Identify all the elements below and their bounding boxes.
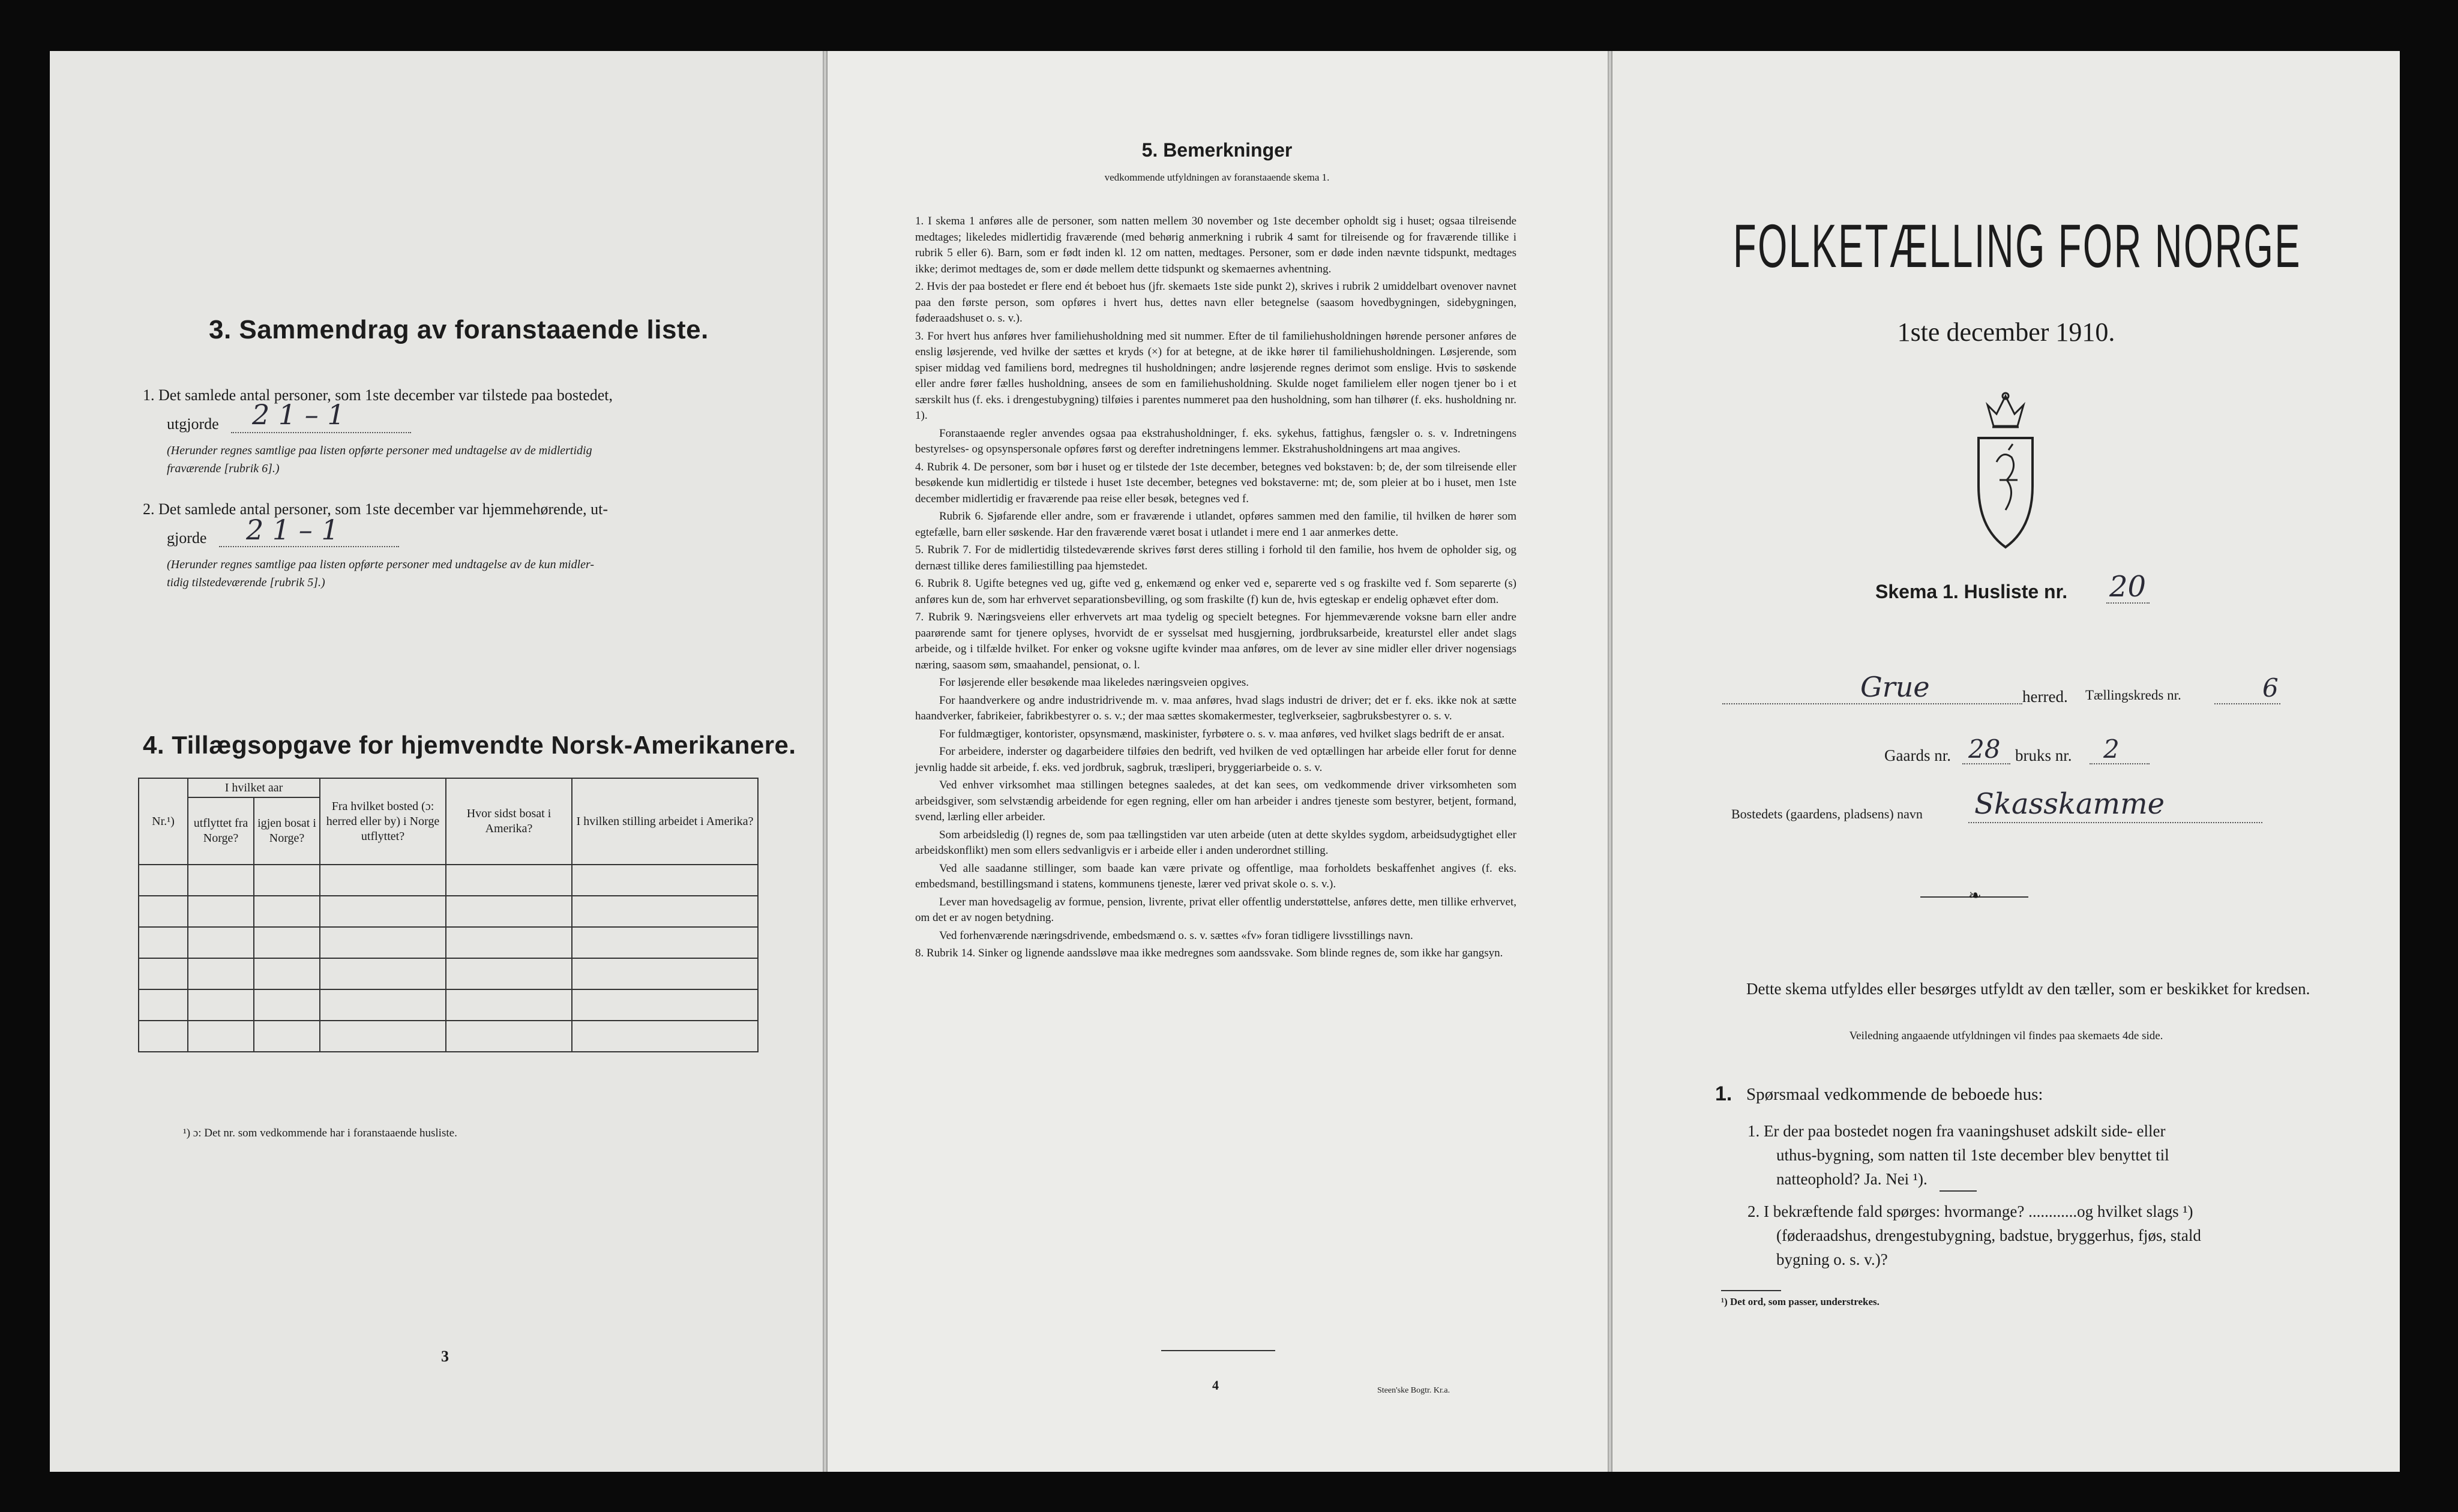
nei-underline [1940, 1190, 1977, 1192]
item1-note-line2: fraværende [rubrik 6].) [167, 462, 280, 475]
bemerkninger-subtitle: vedkommende utfyldningen av foranstaaende skema 1. [1104, 172, 1330, 183]
remark-paragraph: 8. Rubrik 14. Sinker og lignende aandssløve maa ikke medregnes som aandssvake. Som blinde regnes de, som ikke har gangsyn. [915, 947, 1503, 959]
q2-line2: (føderaadshus, drengestubygning, badstue, bryggerhus, fjøs, stald [1776, 1226, 2201, 1244]
bemerkninger-title: 5. Bemerkninger [1141, 139, 1293, 161]
item1-label: utgjorde [167, 415, 219, 433]
remark-paragraph: For arbeidere, inderster og dagarbeidere tilføies den bedrift, ved hvilken de ved optællingen har arbeide eller forut for denne jevnlig hadde sit arbeide, f. eks. ved jordbruk, sagbruk, træsliperi, bryggeriarbeide o. s. v. [915, 745, 1516, 774]
th-stilling: I hvilken stilling arbeidet i Amerika? [572, 778, 758, 865]
item1-note-line1: (Herunder regnes samtlige paa listen opførte personer med undtagelse av de midlertidig [167, 444, 592, 457]
bosted-dotline [1968, 822, 2262, 823]
coat-of-arms-icon [1970, 390, 2042, 552]
q2-line3: bygning o. s. v.)? [1776, 1250, 1888, 1268]
th-utflyttet: utflyttet fra Norge? [188, 797, 254, 865]
census-title: FOLKETÆLLING FOR NORGE [1733, 212, 2302, 280]
remark-paragraph: Ved enhver virksomhet maa stillingen betegnes saaledes, at det kan sees, om vedkommende driver virksomheten som arbeidsgiver, som selvstændig arbeidende for egen regning, eller om han arbeider i andres tjeneste som bestyrer, betjent, formand, svend, lærling eller arbeider. [915, 779, 1516, 823]
bosted-value: Skasskamme [1974, 787, 2165, 821]
page-fold-left [823, 51, 828, 1472]
item1-handwritten-value: 2 1 – 1 [252, 398, 345, 431]
ornament-icon: ❧ [1968, 887, 1982, 904]
census-date: 1ste december 1910. [1897, 317, 2115, 347]
remark-paragraph: For løsjerende eller besøkende maa likeledes næringsveien opgives. [939, 676, 1249, 689]
page-fold-right [1608, 51, 1612, 1472]
item2-handwritten-value: 2 1 – 1 [246, 514, 339, 546]
bruks-dotline [2090, 763, 2150, 764]
remark-paragraph: 2. Hvis der paa bostedet er flere end ét beboet hus (jfr. skemaets 1ste side punkt 2), skrives i rubrik 2 umiddelbart ovenover navnet paa den første person, som opføres i hvert hus, dettes navn eller betegnelse (saasom hovedbygningen, sidebygningen, føderaadshuset o. s. v.). [915, 280, 1516, 325]
q1-line3: natteophold? Ja. Nei ¹). [1776, 1170, 1928, 1188]
table-row [139, 865, 758, 896]
remark-paragraph: 3. For hvert hus anføres hver familiehusholdning med sit nummer. Efter de til familiehusholdningen hørende personer anføres de enslig løsjerende, ved hvilke der sættes et kryds (×) for at betegne, at de ikke hører til familiehusholdningen. Løsjerende, som spiser middag ved familiens bord, medregnes til husholdningen; andre løsjerende regnes derimot som enslige. Hvis to søskende eller andre fører fælles husholdning, ansees de som en familiehusholdning. Skulde noget familielem eller nogen tjener bo i et særskilt hus (f. eks. i drengestubygning) tilføies i parentes nummeret paa den husholdning, som han tilhører (f. eks. husholdning nr. 1). [915, 329, 1516, 422]
skema-label: Skema 1. Husliste nr. [1875, 581, 2068, 602]
item2-note-line1: (Herunder regnes samtlige paa listen opførte personer med undtagelse av de kun midler- [167, 558, 595, 571]
bruks-value: 2 [2103, 734, 2120, 764]
th-hvor-bosat: Hvor sidst bosat i Amerika? [446, 778, 572, 865]
kreds-label: Tællingskreds nr. [2085, 688, 2181, 703]
section4-title: 4. Tillægsopgave for hjemvendte Norsk-Amerikanere. [143, 731, 796, 759]
left-footnote: ¹) ɔ: Det nr. som vedkommende har i foranstaaende husliste. [183, 1127, 457, 1139]
remark-paragraph: Lever man hovedsagelig av formue, pension, livrente, privat eller offentlig understøttelse, anføres dette, men tillike erhvervet, om det er av nogen betydning. [915, 895, 1516, 924]
remark-paragraph: 7. Rubrik 9. Næringsveiens eller erhvervets art maa tydelig og specielt betegnes. For hjemmeværende voksne barn eller andre paarørende samt for tjenere oplyses, hvorvidt de er sysselsat med husgjerning, jordbruksarbeide, kreaturstel eller andet slags arbeide, og i tilfælde hvilket. For enker og voksne ugifte kvinder maa anføres, om de lever av sine midler eller driver nogensiags næring, saasom søm, smaahandel, pensionat, o. l. [915, 611, 1516, 671]
remark-paragraph: 5. Rubrik 7. For de midlertidig tilstedeværende skrives først deres stilling i forhold til den familie, hos hvem de opholder sig, og dernæst tillike deres familiestilling paa hjemstedet. [915, 544, 1516, 572]
remark-paragraph: 4. Rubrik 4. De personer, som bør i huset og er tilstede der 1ste december, betegnes ved bokstaven: b; de, der som tilreisende eller besøkende kun midlertidig er tilstede i huset 1ste december, betegnes ved bokstaverne: mt; de, som pleier at bo i huset, men 1ste december midlertidig er fraværende paa reise eller besøk, betegnes ved f. [915, 460, 1516, 505]
bemerkninger-text [915, 214, 1516, 964]
page-left [50, 51, 824, 1472]
remark-paragraph: Ved alle saadanne stillinger, som baade kan være private og offentlige, maa forholdets beskaffenhet angives (f. eks. embedsmand, bestillingsmand i statens, kommunens tjeneste, lærer ved privat skole o. s. v.). [915, 862, 1516, 890]
instruction-text: Dette skema utfyldes eller besørges utfyldt av den tæller, som er beskikket for kredsen. [1746, 980, 2310, 998]
husliste-nr-value: 20 [2109, 570, 2147, 604]
kreds-dotline [2214, 703, 2280, 704]
norsk-amerikanere-table [138, 778, 759, 1052]
th-group-aar: I hvilket aar [188, 778, 320, 797]
remark-paragraph: For haandverkere og andre industridrivende m. v. maa anføres, hvad slags industri de driver; det er f. eks. ikke nok at sætte haandverker, fabrikeier, fabrikbestyrer o. s. v.; der maa sættes skomakermester, teglverkseier, sagbruksbestyrer o. s. v. [915, 694, 1516, 722]
table-row [139, 989, 758, 1021]
table-row [139, 1021, 758, 1052]
gaards-label: Gaards nr. [1884, 746, 1951, 764]
herred-value: Grue [1860, 671, 1930, 703]
gaards-value: 28 [1968, 734, 2001, 764]
remark-paragraph: Som arbeidsledig (l) regnes de, som paa tællingstiden var uten arbeide (uten at dette skyldes sygdom, arbeidsudygtighet eller arbeidskonflikt) men som ellers sedvanligvis er i arbeide eller i anden underordnet stilling. [915, 828, 1516, 857]
q1-line2: uthus-bygning, som natten til 1ste december blev benyttet til [1776, 1146, 2169, 1164]
remark-paragraph: Foranstaaende regler anvendes ogsaa paa ekstrahusholdninger, f. eks. sykehus, fattighus, fængsler o. s. v. Indretningens bestyrelses- og opsynspersonale opføres først og derefter indretningens lemmer. Ekstrahusholdningens art maa angives. [915, 427, 1516, 455]
remark-paragraph: Rubrik 6. Sjøfarende eller andre, som er fraværende i utlandet, opføres sammen med den familie, til hvilken de hører som egtefælle, barn eller søskende. Har den fraværende været bosat i utlandet i mere end 1 aar anmerkes dette. [915, 510, 1516, 539]
printer-mark: Steen'ske Bogtr. Kr.a. [1377, 1386, 1450, 1395]
q-section-number: 1. [1715, 1082, 1732, 1105]
herred-dotline [1722, 703, 2022, 704]
middle-rule [1161, 1350, 1275, 1351]
remark-paragraph: 1. I skema 1 anføres alle de personer, som natten mellem 30 november og 1ste december opholdt sig i huset; ogsaa tilreisende medtages; likeledes midlertidig fraværende (med behørig anmerkning i rubrik 4 samt for tilreisende og for fraværende tillike i rubrik 5 eller 6). Barn, som er født inden kl. 12 om natten, medtages. Personer, som er døde inden nævnte tidspunkt, medtages ikke; derimot medtages de, som er døde mellem dette tidspunkt og skemaernes avhentning. [915, 215, 1516, 275]
q1-heading: Spørsmaal vedkommende de beboede hus: [1746, 1085, 2043, 1104]
bemerkninger-title-wrap [826, 139, 1608, 161]
table-row [139, 896, 758, 927]
section3-title: 3. Sammendrag av foranstaaende liste. [209, 315, 709, 344]
th-nr: Nr.¹) [139, 778, 188, 865]
remark-paragraph: Ved forhenværende næringsdrivende, embedsmænd o. s. v. sættes «fv» foran tidligere livsstillings navn. [939, 929, 1413, 942]
bosted-label: Bostedets (gaardens, pladsens) navn [1731, 806, 1923, 821]
table-row [139, 927, 758, 958]
right-footnote-rule [1721, 1290, 1781, 1291]
th-fra-bosted: Fra hvilket bosted (ɔ: herred eller by) i Norge utflyttet? [320, 778, 446, 865]
item2-label: gjorde [167, 529, 207, 547]
table-row [139, 958, 758, 989]
item1-line1: 1. Det samlede antal personer, som 1ste december var tilstede paa bostedet, [143, 386, 613, 404]
left-page-number: 3 [441, 1348, 449, 1365]
remark-paragraph: 6. Rubrik 8. Ugifte betegnes ved ug, gifte ved g, enkemænd og enker ved e, separerte ved s og fraskilte ved f. Som separerte (s) anføres kun de, som har erhvervet separationsbevilling, og som fraskilte (f) kun de, hvis egteskap er endelig ophævet efter dom. [915, 577, 1516, 606]
herred-label: herred. [2022, 688, 2068, 706]
kreds-value: 6 [2262, 673, 2279, 703]
bruks-label: bruks nr. [2015, 746, 2072, 764]
item2-note-line2: tidig tilstedeværende [rubrik 5].) [167, 576, 325, 589]
q1-line1: 1. Er der paa bostedet nogen fra vaaningshuset adskilt side- eller [1747, 1122, 2166, 1140]
instruction-note: Veiledning angaaende utfyldningen vil findes paa skemaets 4de side. [1849, 1030, 2163, 1042]
item1-dotline [231, 432, 411, 433]
th-igjen-bosat: igjen bosat i Norge? [254, 797, 320, 865]
item2-dotline [219, 546, 399, 547]
middle-page-number: 4 [1212, 1378, 1219, 1393]
right-footnote: ¹) Det ord, som passer, understrekes. [1721, 1296, 1880, 1307]
item2-line1: 2. Det samlede antal personer, som 1ste december var hjemmehørende, ut- [143, 500, 608, 518]
remark-paragraph: For fuldmægtiger, kontorister, opsynsmænd, maskinister, fyrbøtere o. s. v. maa anføres, ved hvilket slags bedrift de er ansat. [939, 727, 1505, 740]
q2-line1: 2. I bekræftende fald spørges: hvormange? ............og hvilket slags ¹) [1747, 1202, 2193, 1220]
